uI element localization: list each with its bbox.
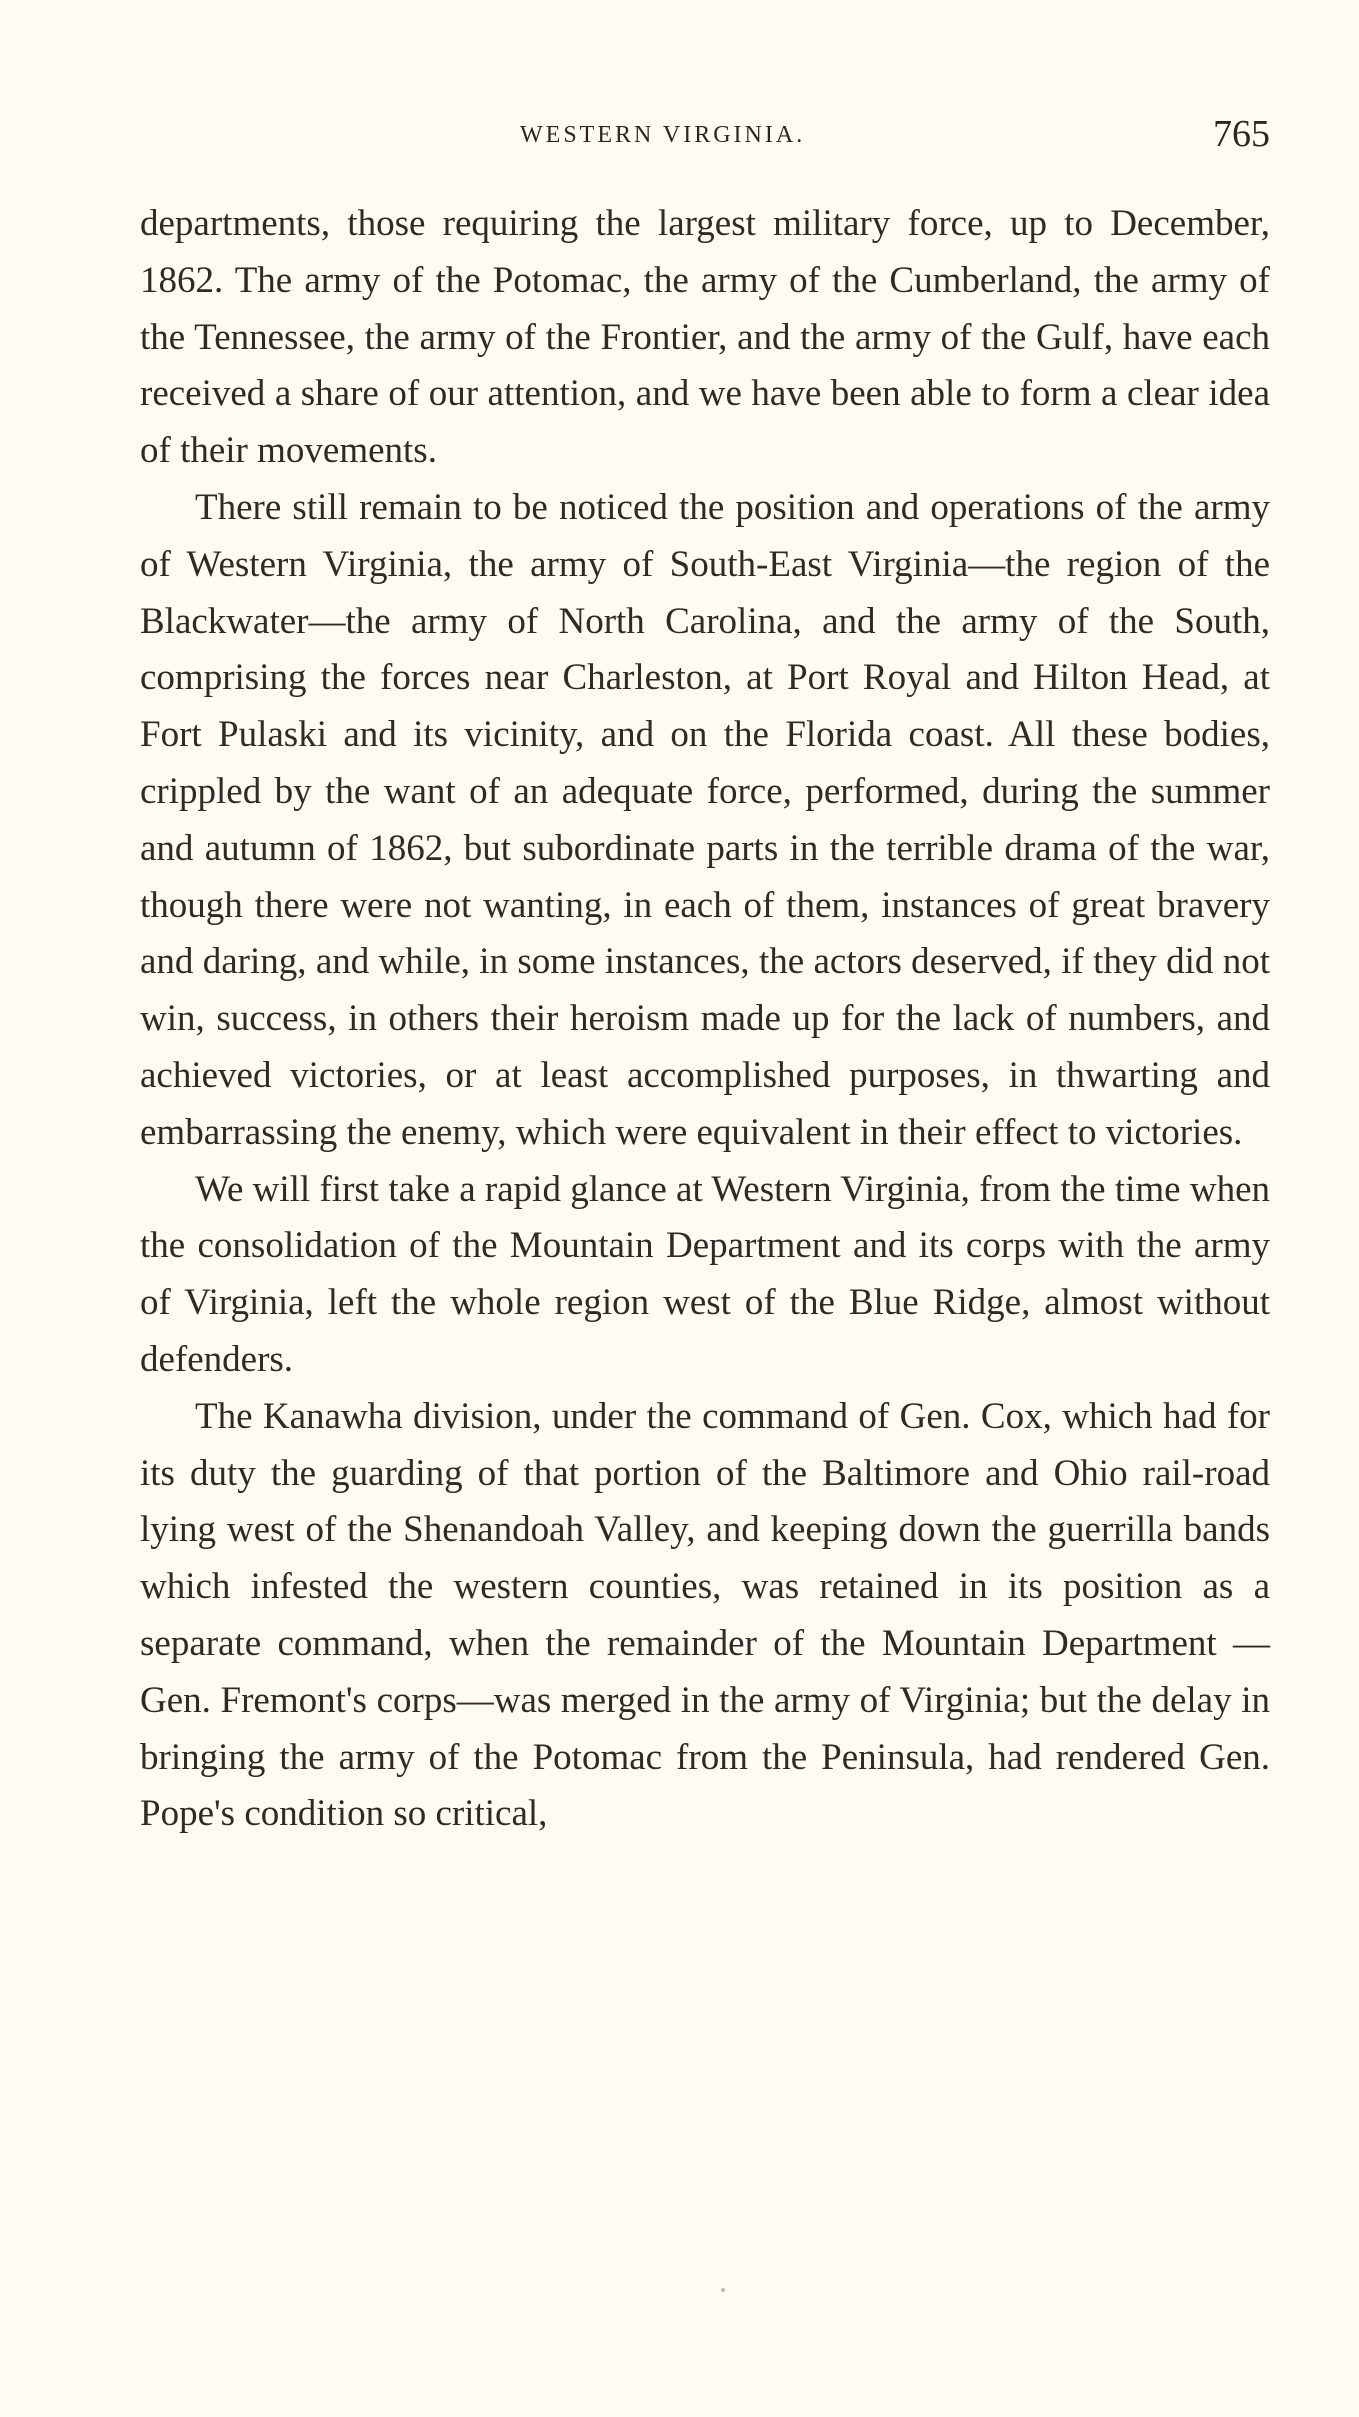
paper-speck <box>721 2288 725 2292</box>
paragraph-4: The Kanawha division, under the command of Gen. Cox, which had for its duty the guarding of that portion of the Baltimore and Ohio rail-road lying west of the Shenandoah Valley, and keeping down the guerrilla bands which infested the western counties, was retained in its position as a separate command, when the remainder of the Mountain Department —Gen. Fremont's corps—was merged in the army of Virginia; but the delay in bringing the army of the Potomac from the Peninsula, had rendered Gen. Pope's condition so critical, <box>140 1395 1270 1835</box>
running-head-title: WESTERN VIRGINIA. <box>520 122 806 148</box>
paragraph-2: There still remain to be noticed the position and operations of the army of Western Virginia, the army of South-East Virginia—the region of the Blackwater—the army of North Carolina, and the army of the South, comprising the forces near Charleston, at Port Royal and Hilton Head, at Fort Pulaski and its vicinity, and on the Florida coast. All these bodies, crippled by the want of an adequate force, performed, during the summer and autumn of 1862, but subordinate parts in the terrible drama of the war, though there were not wanting, in each of them, instances of great bravery and daring, and while, in some instances, the actors deserved, if they did not win, success, in others their heroism made up for the lack of numbers, and achieved victories, or at least accomplished purposes, in thwarting and embarrassing the enemy, which were equivalent in their effect to victories. <box>140 486 1270 1153</box>
paragraph-3: We will first take a rapid glance at Western Virginia, from the time when the consolidation of the Mountain Department and its corps with the army of Virginia, left the whole region west of the Blue Ridge, almost without defenders. <box>140 1168 1270 1380</box>
page-number: 765 <box>1213 113 1270 155</box>
running-head <box>140 112 1270 162</box>
body-text <box>140 196 1270 1843</box>
paragraph-1: departments, those requiring the largest military force, up to December, 1862. The army of the Potomac, the army of the Cumberland, the army of the Tennessee, the army of the Frontier, and the army of the Gulf, have each received a share of our attention, and we have been able to form a clear idea of their movements. <box>140 203 1270 472</box>
